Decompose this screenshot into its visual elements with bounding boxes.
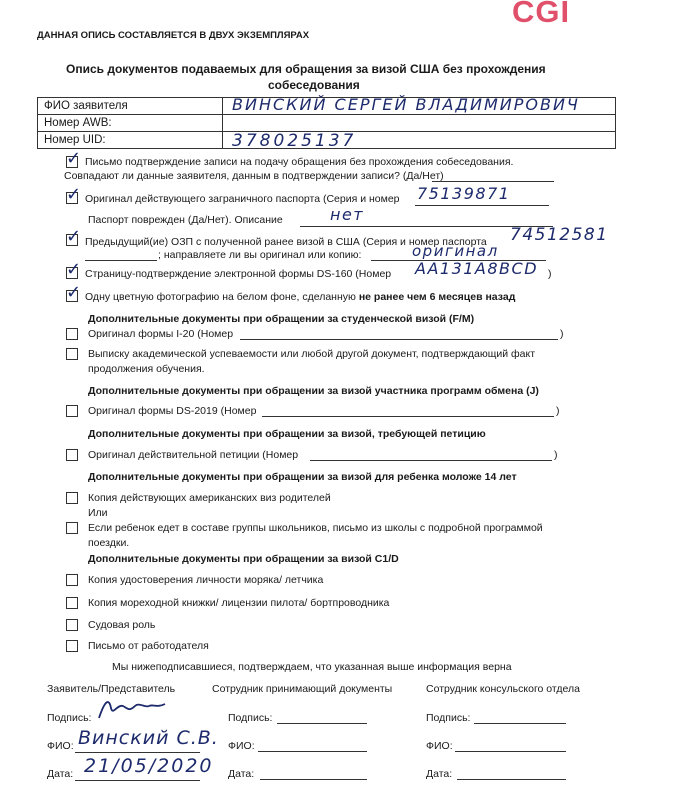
checkbox-transcript[interactable]	[66, 348, 78, 360]
transcript-label: Выписку академической успеваемости или любой другой документ, подтверждающий факт	[88, 348, 536, 360]
previous-passport-line[interactable]	[85, 260, 157, 261]
consul-column-header: Сотрудник консульского отдела	[426, 683, 580, 695]
checkbox-ds2019[interactable]	[66, 405, 78, 417]
i20-label: Оригинал формы I-20 (Номер	[88, 328, 234, 340]
check-mark-icon: ✓	[66, 184, 82, 205]
petition-label: Оригинал действительной петиции (Номер	[88, 449, 299, 461]
damaged-label: Паспорт поврежден (Да/Нет). Описание	[88, 214, 283, 226]
school-letter-label: Если ребенок едет в составе группы школьников, письмо из школы с подробной программой	[88, 522, 543, 534]
consul-fio-line[interactable]	[455, 751, 566, 752]
original-or-copy-label: ; направляете ли вы оригинал или копию:	[158, 249, 362, 261]
checkbox-previous-passport[interactable]	[66, 226, 82, 247]
seaman-book-label: Копия мореходной книжки/ лицензии пилота/ бортпроводника	[88, 597, 390, 609]
petition-close-paren: )	[554, 449, 558, 461]
staff-sign-label: Подпись:	[228, 712, 273, 724]
consul-sign-label: Подпись:	[426, 712, 471, 724]
staff-date-label: Дата:	[228, 768, 255, 780]
uid-label: Номер UID:	[38, 132, 223, 149]
awb-row	[38, 115, 616, 132]
damaged-handwritten: нет	[330, 205, 365, 224]
data-match-answer-line[interactable]	[432, 181, 554, 182]
checkbox-employer-letter[interactable]	[66, 640, 78, 652]
ds2019-number-line[interactable]	[262, 416, 554, 417]
or-label: Или	[88, 507, 108, 519]
employer-letter-label: Письмо от работодателя	[88, 640, 209, 652]
consul-date-line[interactable]	[457, 779, 566, 780]
checkbox-seaman-book[interactable]	[66, 597, 78, 609]
parents-visas-label: Копия действующих американских виз родителей	[88, 492, 331, 504]
ds160-label: Страницу-подтверждение электронной формы DS-160 (Номер	[85, 268, 392, 280]
ds2019-label: Оригинал формы DS-2019 (Номер	[88, 405, 257, 417]
ds160-handwritten: AA131A8BCD	[415, 259, 539, 278]
confirmation-letter-label: Письмо подтверждение записи на подачу обращения без прохождения собеседования.	[85, 156, 514, 168]
checkbox-school-letter[interactable]	[66, 522, 78, 534]
previous-passport-label: Предыдущий(ие) ОЗП с полученной ранее визой в США (Серия и номер паспорта	[85, 236, 487, 248]
cgi-logo: CGI	[512, 0, 571, 29]
i20-close-paren: )	[560, 328, 564, 340]
c1d-heading: Дополнительные документы при обращении за визой C1/D	[88, 553, 399, 565]
page-title: Опись документов подаваемых для обращения за визой США без прохождения	[66, 62, 546, 76]
applicant-date-line[interactable]	[75, 780, 200, 781]
staff-fio-line[interactable]	[258, 751, 367, 752]
awb-label: Номер AWB:	[38, 115, 223, 132]
checkbox-i20[interactable]	[66, 328, 78, 340]
passport-label: Оригинал действующего заграничного паспорта (Серия и номер	[85, 193, 400, 205]
previous-passport-handwritten: 74512581	[510, 225, 609, 245]
transcript-label-line2: продолжения обучения.	[88, 363, 205, 375]
check-mark-icon: ✓	[66, 226, 82, 247]
staff-column-header: Сотрудник принимающий документы	[212, 683, 393, 695]
ds160-close-paren: )	[548, 268, 552, 280]
staff-date-line[interactable]	[260, 779, 367, 780]
applicant-signature-scribble	[95, 694, 175, 729]
school-letter-label-line2: поездки.	[88, 537, 130, 549]
fio-handwritten: ВИНСКИЙ СЕРГЕЙ ВЛАДИМИРОВИЧ	[232, 95, 580, 114]
check-mark-icon: ✓	[66, 259, 82, 280]
seaman-id-label: Копия удостоверения личности моряка/ летчика	[88, 574, 324, 586]
top-note: ДАННАЯ ОПИСЬ СОСТАВЛЯЕТСЯ В ДВУХ ЭКЗЕМПЛЯРАХ	[37, 30, 310, 41]
ship-roll-label: Судовая роль	[88, 619, 156, 631]
checkbox-petition[interactable]	[66, 449, 78, 461]
passport-number-line[interactable]	[415, 205, 549, 206]
consul-date-label: Дата:	[426, 768, 453, 780]
applicant-sign-label: Подпись:	[47, 712, 92, 724]
checkbox-parents-visas[interactable]	[66, 492, 78, 504]
i20-number-line[interactable]	[240, 339, 558, 340]
awb-field[interactable]	[223, 115, 616, 132]
consul-fio-label: ФИО:	[426, 740, 453, 752]
child-heading: Дополнительные документы при обращении за визой для ребенка моложе 14 лет	[88, 471, 517, 483]
applicant-fio-label: ФИО:	[47, 740, 74, 752]
student-heading: Дополнительные документы при обращении за студенческой визой (F/M)	[88, 313, 475, 325]
petition-heading: Дополнительные документы при обращении за визой, требующей петицию	[88, 428, 486, 440]
staff-fio-label: ФИО:	[228, 740, 255, 752]
page-title-line2: собеседования	[268, 78, 360, 92]
passport-number-handwritten: 75139871	[417, 184, 511, 203]
checkbox-photo[interactable]	[66, 282, 82, 303]
original-or-copy-handwritten: оригинал	[412, 242, 499, 260]
check-mark-icon: ✓	[66, 148, 82, 169]
checkbox-confirmation-letter[interactable]	[66, 148, 82, 169]
applicant-fio-line[interactable]	[75, 752, 200, 753]
exchange-heading: Дополнительные документы при обращении за визой участника программ обмена (J)	[88, 385, 539, 397]
petition-number-line[interactable]	[310, 460, 552, 461]
confirmation-statement: Мы нижеподписавшиеся, подтверждаем, что указанная выше информация верна	[112, 661, 512, 673]
applicant-fio-handwritten: Винский С.В.	[78, 727, 219, 749]
photo-label: Одну цветную фотографию на белом фоне, сделанную не ранее чем 6 месяцев назад	[85, 291, 516, 303]
checkbox-ds160[interactable]	[66, 259, 82, 280]
data-match-question: Совпадают ли данные заявителя, данным в подтверждении записи? (Да/Нет)	[64, 170, 444, 182]
ds2019-close-paren: )	[556, 405, 560, 417]
fio-label: ФИО заявителя	[38, 98, 223, 115]
checkbox-seaman-id[interactable]	[66, 574, 78, 586]
applicant-date-label: Дата:	[47, 768, 74, 780]
check-mark-icon: ✓	[66, 282, 82, 303]
consul-sign-line[interactable]	[474, 723, 566, 724]
staff-sign-line[interactable]	[277, 723, 367, 724]
checkbox-ship-roll[interactable]	[66, 619, 78, 631]
uid-handwritten: 378025137	[232, 131, 357, 151]
applicant-column-header: Заявитель/Представитель	[47, 683, 176, 695]
applicant-date-handwritten: 21/05/2020	[84, 755, 214, 777]
checkbox-passport[interactable]	[66, 184, 82, 205]
